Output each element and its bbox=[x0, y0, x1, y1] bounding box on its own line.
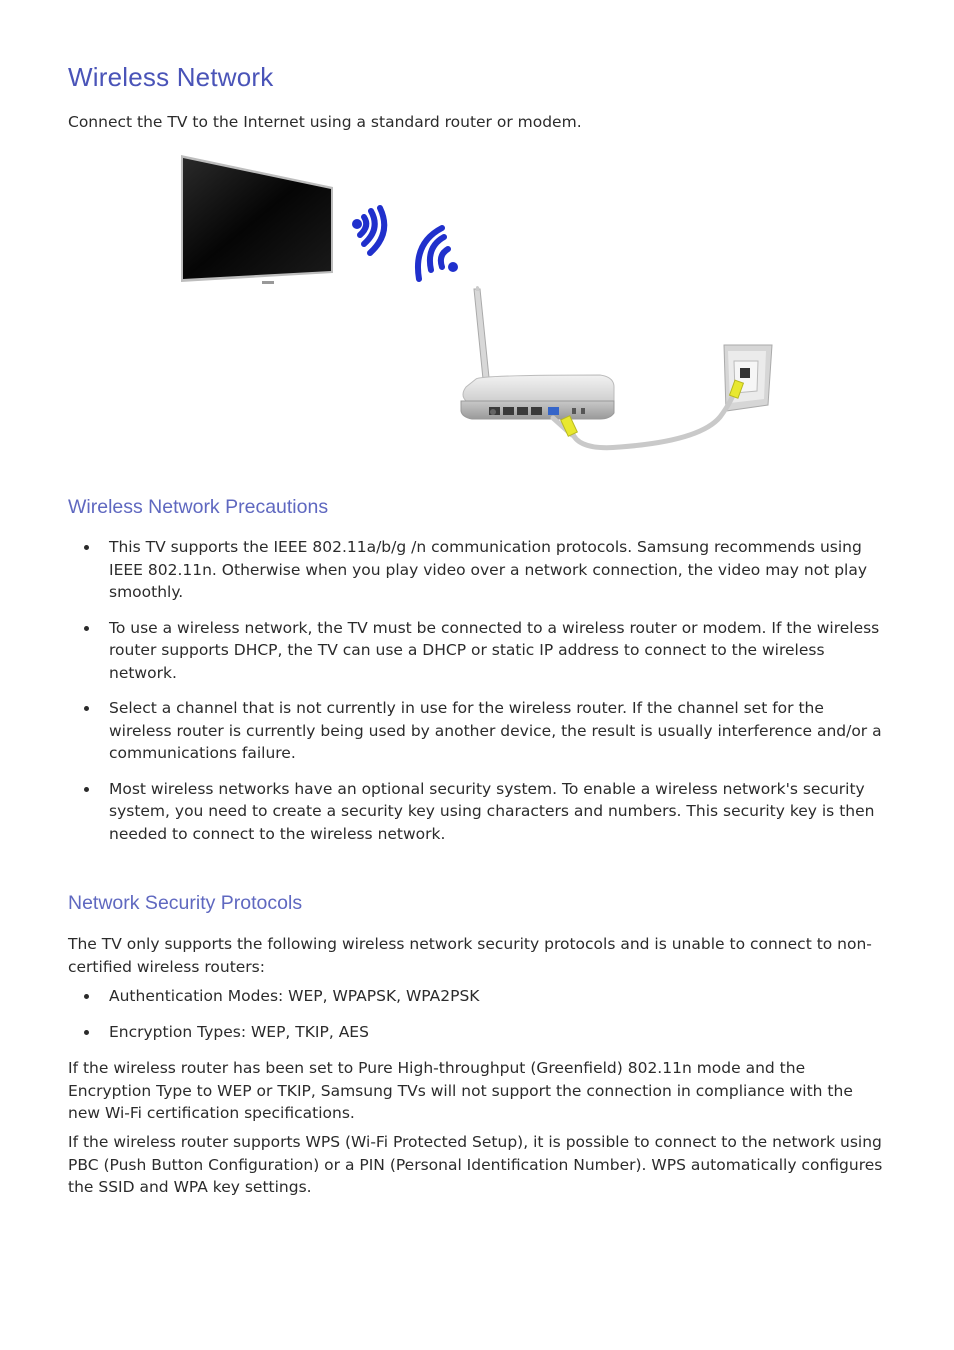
router-icon bbox=[461, 286, 614, 419]
list-item-text: Most wireless networks have an optional security system. To enable a wireless network's security system, you need to create a security key using characters and numbers. This security key is then needed to connect to the wireless network. bbox=[109, 779, 875, 843]
bullet-icon bbox=[84, 545, 89, 550]
security-intro: The TV only supports the following wireless network security protocols and is unable to connect to non-certified wireless routers: bbox=[68, 935, 872, 976]
list-item bbox=[68, 697, 888, 765]
list-item bbox=[68, 985, 888, 1008]
list-item-text: This TV supports the IEEE 802.11a/b/g /n communication protocols. Samsung recommends using IEEE 802.11n. Otherwise when you play video over a network connection, the video may not play smoothly. bbox=[109, 538, 868, 601]
intro-text: Connect the TV to the Internet using a standard router or modem. bbox=[68, 113, 582, 131]
bullet-icon bbox=[84, 1030, 89, 1035]
wps-paragraph: If the wireless router supports WPS (Wi-Fi Protected Setup), it is possible to connect to the network using PBC (Push Button Configuration) or a PIN (Personal Identification Number). WPS automatically configures the SSID and WPA key settings. bbox=[68, 1133, 883, 1196]
list-item bbox=[68, 617, 888, 685]
list-item-text: To use a wireless network, the TV must be connected to a wireless router or modem. If the wireless router supports DHCP, the TV can use a DHCP or static IP address to connect to the wireless network. bbox=[109, 618, 880, 682]
bullet-icon bbox=[84, 626, 89, 631]
bullet-icon bbox=[84, 706, 89, 711]
page-title: Wireless Network bbox=[68, 62, 274, 92]
security-list bbox=[68, 985, 888, 1056]
network-illustration bbox=[180, 155, 780, 459]
list-item-text: Authentication Modes: WEP, WPAPSK, WPA2PSK bbox=[109, 987, 480, 1005]
list-item bbox=[68, 1021, 888, 1044]
list-item-text: Encryption Types: WEP, TKIP, AES bbox=[109, 1022, 369, 1041]
wifi-signal-icon bbox=[352, 208, 458, 279]
precautions-heading: Wireless Network Precautions bbox=[68, 496, 329, 518]
list-item bbox=[68, 778, 888, 846]
greenfield-paragraph: If the wireless router has been set to Pure High-throughput (Greenfield) 802.11n mode and the Encryption Type to WEP or TKIP, Samsung TVs will not support the connection in compliance with the new Wi-Fi certification specifications. bbox=[68, 1059, 853, 1122]
bullet-icon bbox=[84, 787, 89, 792]
security-heading: Network Security Protocols bbox=[68, 892, 303, 914]
bullet-icon bbox=[84, 994, 89, 999]
list-item-text: Select a channel that is not currently in use for the wireless router. If the channel set for the wireless router is currently being used by another device, the result is usually interference and/or a communications failure. bbox=[109, 699, 882, 762]
precautions-list bbox=[68, 536, 888, 858]
list-item bbox=[68, 536, 888, 604]
tv-icon bbox=[181, 155, 333, 284]
